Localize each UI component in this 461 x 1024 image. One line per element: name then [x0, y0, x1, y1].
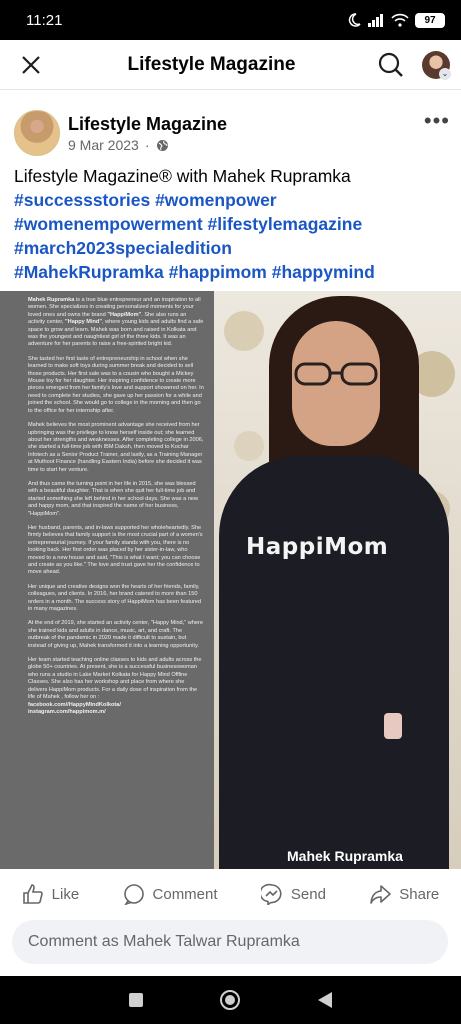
post-text: [14, 164, 454, 284]
article-brand: "HappiMom": [107, 311, 142, 318]
hashtag-line[interactable]: #successstories #womenpower: [14, 190, 277, 210]
article-text: . She also runs an activity center,: [28, 311, 187, 326]
comment-input[interactable]: Comment as Mahek Talwar Rupramka: [12, 920, 448, 964]
send-button[interactable]: [261, 883, 326, 905]
close-button[interactable]: [0, 40, 62, 90]
home-icon: [219, 989, 241, 1011]
article-paragraph: [28, 297, 204, 349]
article-paragraph: Mahek believes the most prominent advantage she received from her upbringing was the privilege to know herself inside out; she learned about her strengths and weaknesses. After completing college in 2006, she started a full-time job with IBM Daksh, then moved to Kochar Infotech as a Senior Product Trainer, and lastly, as a Training Manager at Muthoot Finance (handling Eastern India) before she decided it was time to start her venture.: [28, 422, 204, 473]
hashtag-line[interactable]: #march2023specialedition: [14, 238, 232, 258]
like-button[interactable]: [22, 883, 80, 905]
comment-label: Comment: [152, 885, 218, 903]
shirt-logo-text: HappiMom: [246, 534, 389, 560]
search-icon: [378, 52, 404, 78]
article-paragraph: And thus came the turning point in her life in 2015, she was blessed with a beautiful daughter. That is when she quit her full-time job and started something she left behind in her school days. She was a new and happy mom, and that inspired the name of her business, "HappiMom".: [28, 480, 199, 517]
article-panel: [0, 291, 214, 869]
system-nav-bar: [0, 976, 461, 1024]
post-action-bar: [0, 872, 461, 916]
post-image[interactable]: [0, 291, 461, 869]
search-button[interactable]: [371, 40, 411, 90]
share-button[interactable]: [369, 883, 439, 905]
page-name[interactable]: Lifestyle Magazine: [68, 114, 228, 134]
thumbs-up-icon: [22, 883, 44, 905]
post-date-row: [68, 137, 227, 153]
comment-icon: [123, 883, 145, 905]
app-bar-title: Lifestyle Magazine: [127, 53, 296, 75]
back-button[interactable]: [317, 991, 333, 1009]
like-label: Like: [51, 885, 80, 903]
article-paragraph: She tasted her first taste of entrepreneurship in school when she learned to make soft toys during summer break and decided to sell those products. Her first sale was to a cousin who bought a Mickey Mouse toy for her daughter. Her inspiring confidence to create more pieces emerged from her family's love and support showered on her. In need to complete her studies, she gave up her passion for a while and joined the school. She would go to college in the morning and then go to the office for her internship after.: [28, 355, 204, 414]
hashtag-line[interactable]: #womenempowerment #lifestylemagazine: [14, 214, 363, 234]
post-date[interactable]: 9 Mar 2023: [68, 137, 139, 153]
moon-icon: [347, 13, 361, 27]
photo-caption: Mahek Rupramka: [287, 848, 403, 864]
hashtag-line[interactable]: #MahekRupramka #happimom #happymind: [14, 262, 375, 282]
portrait-photo: [214, 291, 461, 869]
status-time: 11:21: [26, 11, 63, 29]
close-icon: [21, 55, 41, 75]
globe-icon: [156, 139, 169, 152]
article-paragraph: Her unique and creative designs won the hearts of her friends, family, colleagues, and clients. In 2016, her brand catered to more than 150 orders in a month. The success story of HappiMom has been featured in many magazines.: [28, 583, 202, 613]
date-separator: ·: [144, 137, 150, 153]
article-lead: Mahek Rupramka: [28, 297, 75, 303]
article-paragraph: [28, 657, 204, 716]
article-brand: "Happy Mind": [65, 319, 103, 326]
article-link-facebook: facebook.com//HappyMindKolkota/: [28, 701, 121, 708]
article-link-instagram: instagram.com/happimom.m/: [28, 708, 106, 715]
share-icon: [369, 883, 391, 905]
portrait-shirt: [219, 456, 449, 869]
page-avatar[interactable]: [14, 110, 60, 156]
recents-button[interactable]: [128, 992, 144, 1008]
chevron-down-icon: ⌄: [439, 68, 451, 80]
app-bar: [0, 40, 461, 90]
profile-button[interactable]: [411, 40, 461, 90]
portrait-watch: [384, 713, 402, 739]
portrait-glasses: [292, 361, 380, 387]
battery-icon: 97: [415, 13, 445, 28]
article-text: , where young kids and adults find a safe space to grow and learn. Mahek was born and raised in Kolkata and was the youngest and naughtiest girl of the three kids. It was an adventure for her parents to raise a free-spirited bright kid.: [28, 319, 204, 348]
signal-icon: [367, 13, 385, 27]
home-button[interactable]: [219, 989, 241, 1011]
recents-icon: [128, 992, 144, 1008]
status-bar: [0, 0, 461, 40]
post-header: [14, 108, 454, 158]
article-text: is a true blue entrepreneur and an inspiration to all women. She specializes in creating personalized moments for your loved ones and owns the brand: [28, 297, 201, 318]
share-label: Share: [399, 885, 440, 903]
messenger-icon: [261, 883, 283, 905]
more-options-button[interactable]: •••: [423, 108, 450, 133]
post-text-line: Lifestyle Magazine® with Mahek Rupramka: [14, 166, 351, 186]
back-icon: [317, 991, 333, 1009]
comment-button[interactable]: [123, 883, 218, 905]
send-label: Send: [290, 885, 326, 903]
article-paragraph: At the end of 2019, she started an activity center, "Happy Mind," where she trained kids and adults in dance, music, art, and craft. The outbreak of the pandemic in 2020 made it difficult to sustain, but instead of giving up, Mahek transformed it into a learning opportunity.: [28, 620, 203, 649]
status-icons: [347, 13, 445, 28]
article-paragraph: Her husband, parents, and in-laws supported her wholeheartedly. She firmly believes that family support is the most crucial part of a women's entrepreneurial journey. If your family stands with you, there is no looking back. Her first order was placed by her sister-in-law, who moved to a new house and said, "This is what I want; you can choose and create as you like." The love and trust gave her the confidence to move ahead.: [28, 524, 203, 576]
article-text: Her team started teaching online classes to kids and adults across the globe 50+ countries. At present, she is a successful businesswoman who runs a studio in Lake Market Kolkata for Happy Mind Offline Classes. She also has her workshop and place from where she delivers HappiMom products. For a daily dose of inspiration from the life of Mahek , follow her on :: [28, 657, 202, 701]
wifi-icon: [391, 13, 409, 27]
post-meta: [68, 113, 227, 153]
